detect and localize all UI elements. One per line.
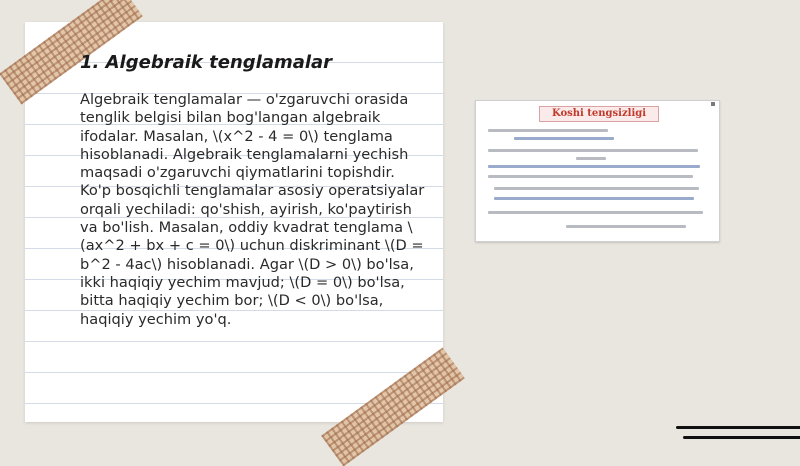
body-paragraph: Algebraik tenglamalar — o'zgaruvchi orasida tenglik belgisi bilan bog'langan algebraik ifodalar. Masalan, \(x^2 - 4 = 0\) tenglama hisoblanadi. Algebraik tenglamalarni yechish maqsadi o'zgaruvchi qiymatlarini topishdir. Ko'p bosqichli tenglamalar asosiy operatsiyalar orqali yechiladi: qo'shish, ayirish, ko'paytirish va bo'lish. Masalan, oddiy kvadrat tenglama \(ax^2 + bx + c = 0\) uchun diskriminant \(D = b^2 - 4ac\) hisoblanadi. Agar \(D > 0\) bo'lsa, ikki haqiqiy yechim mavjud; \(D = 0\) bo'lsa, bitta haqiqiy yechim bor; \(D < 0\) bo'lsa, haqiqiy yechim yo'q.	[80, 91, 425, 328]
slide-formula-line	[566, 225, 686, 228]
slide-corner-marker	[711, 102, 715, 106]
embedded-slide-image	[475, 100, 720, 242]
slide-formula-line	[488, 175, 693, 178]
decorative-line	[683, 436, 800, 439]
decorative-line	[676, 426, 800, 429]
slide-formula-line	[494, 187, 699, 190]
slide-formula-line	[488, 129, 608, 132]
slide-formula-line	[494, 197, 694, 200]
slide-formula-line	[488, 165, 700, 168]
slide-title: Koshi tengsizligi	[539, 106, 659, 122]
slide-formula-line	[488, 211, 703, 214]
slide-formula-line	[514, 137, 614, 140]
page-title: 1. Algebraik tenglamalar	[80, 52, 333, 73]
slide-formula-line	[488, 149, 698, 152]
slide-formula-line	[576, 157, 606, 160]
